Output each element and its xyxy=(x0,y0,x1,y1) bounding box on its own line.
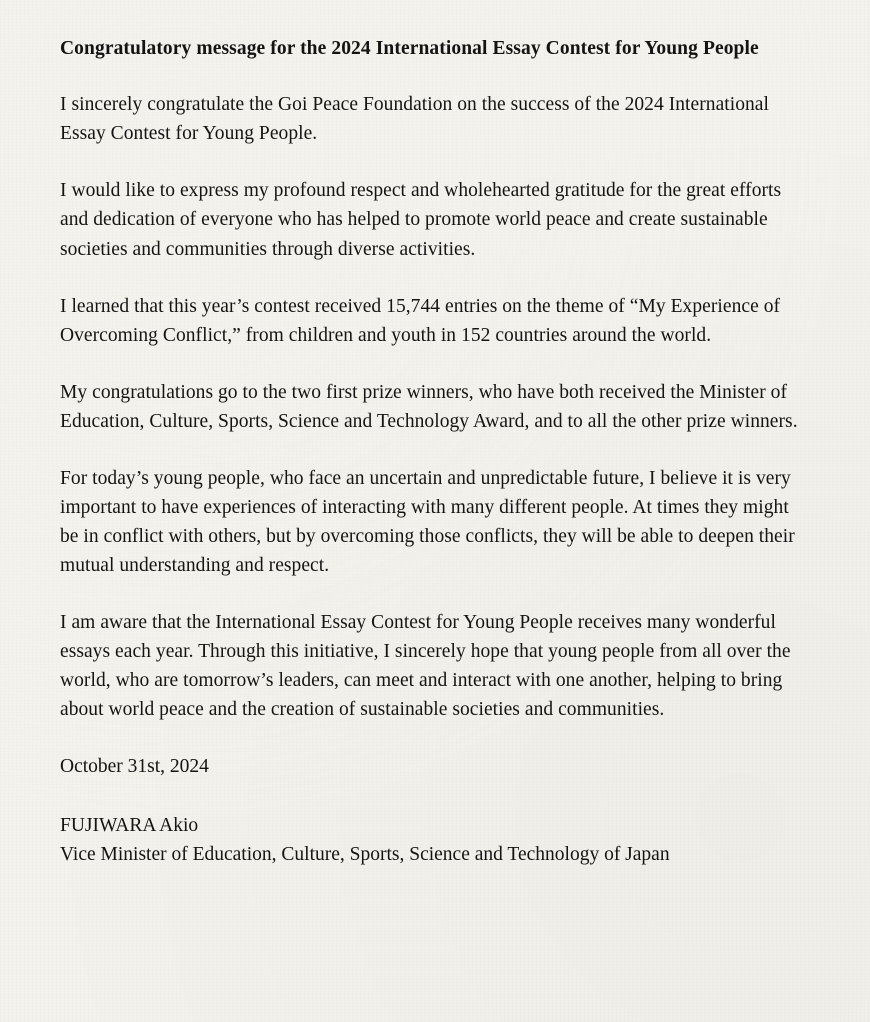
body-paragraph-6: I am aware that the International Essay Contest for Young People receives many wonderful essays each year. Through this initiative, I sincerely hope that young people from all over the world, who are tomorrow’s leaders, can meet and interact with one another, helping to bring about world peace and the creation of sustainable societies and communities. xyxy=(60,611,791,721)
body-paragraph-3: I learned that this year’s contest received 15,744 entries on the theme of “My Experience of Overcoming Conflict,” from children and youth in 152 countries around the world. xyxy=(60,295,781,346)
body-paragraph-4: My congratulations go to the two first prize winners, who have both received the Minister of Education, Culture, Sports, Science and Technology Award, and to all the other prize winners. xyxy=(60,381,798,432)
document-date: October 31st, 2024 xyxy=(60,756,209,778)
page-title: Congratulatory message for the 2024 International Essay Contest for Young People xyxy=(60,38,759,59)
signature-block xyxy=(60,811,808,869)
body-paragraph-5: For today’s young people, who face an uncertain and unpredictable future, I believe it is very important to have experiences of interacting with many different people. At times they might be in conflict with others, but by overcoming those conflicts, they will be able to deepen their mutual understanding and respect. xyxy=(60,467,795,576)
signatory-title: Vice Minister of Education, Culture, Sports, Science and Technology of Japan xyxy=(60,844,670,866)
body-paragraph-2: I would like to express my profound respect and wholehearted gratitude for the great efforts and dedication of everyone who has helped to promote world peace and create sustainable societies and communities through diverse activities. xyxy=(60,180,782,260)
signatory-name: FUJIWARA Akio xyxy=(60,815,199,837)
body-paragraph-1: I sincerely congratulate the Goi Peace Foundation on the success of the 2024 International Essay Contest for Young People. xyxy=(60,94,769,145)
